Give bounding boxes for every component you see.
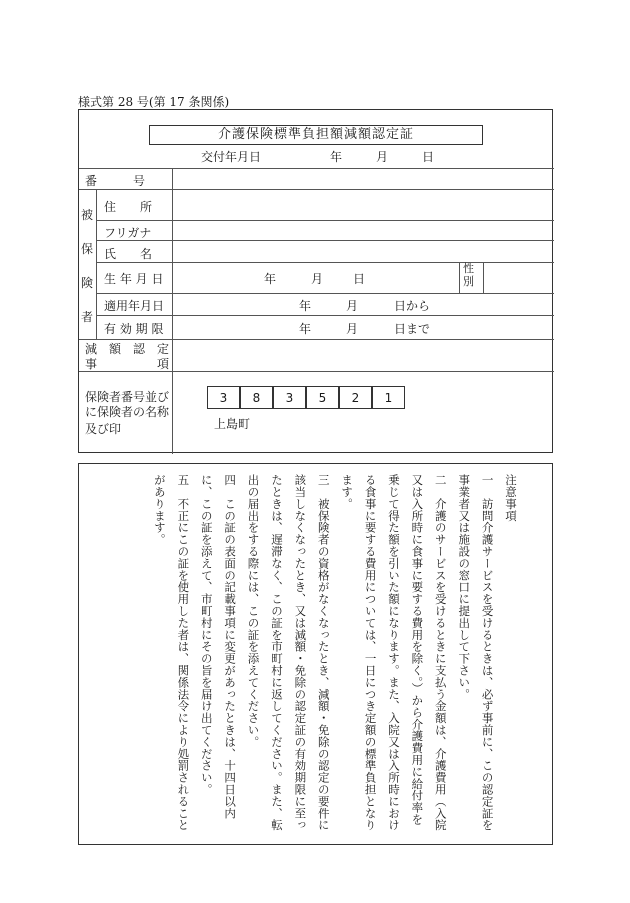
furigana-label: フリガナ <box>104 226 152 240</box>
insurer-label-line1: 保険者番号並びに保険者の名称 <box>85 390 170 419</box>
start-month-label: 月 <box>346 299 359 313</box>
reduction-label-line1: 減 額 認 定 <box>85 342 170 356</box>
issue-month-label: 月 <box>376 150 389 164</box>
note-item: 一 訪問介護サービスを受けるときは、必ず事前に、この認定証を事業者又は施設の窓口に提出して下さい。 <box>457 474 495 831</box>
start-from-label: 日から <box>394 299 431 313</box>
insured-label-3: 険 <box>81 276 94 290</box>
insurer-number-digit: 8 <box>240 386 273 409</box>
insurer-label-line2: 及び印 <box>85 422 122 436</box>
address-label: 住 所 <box>104 200 153 214</box>
note-item: 五 不正にこの証を使用した者は、関係法令により処罰されることがあります。 <box>152 474 191 831</box>
expiry-year-label: 年 <box>299 322 312 336</box>
insurer-number-digit: 2 <box>339 386 372 409</box>
reduction-label-line2: 事 項 <box>85 357 170 371</box>
insured-label-1: 被 <box>81 208 94 222</box>
start-year-label: 年 <box>299 299 312 313</box>
insurer-number-digit: 3 <box>207 386 240 409</box>
expiry-until-label: 日まで <box>394 322 431 336</box>
insurer-number-digit: 1 <box>372 386 405 409</box>
note-item: 三 被保険者の資格がなくなったとき、減額・免除の認定の要件に該当しなくなったとき、又は減額・免除の認定証の有効期限に至ったときは、遅滞なく、この証を市町村に返してください。また、転出の届出をする際には、この証を添えてください。 <box>246 474 331 831</box>
birthdate-label: 生 年 月 日 <box>104 272 164 286</box>
issue-date-label: 交付年月日 <box>201 150 262 164</box>
insurer-number-digit: 3 <box>273 386 306 409</box>
issue-day-label: 日 <box>422 150 435 164</box>
insurer-name: 上島町 <box>214 417 251 431</box>
insured-label-2: 保 <box>81 242 94 256</box>
birth-year-label: 年 <box>264 272 277 286</box>
birth-day-label: 日 <box>353 272 366 286</box>
birth-month-label: 月 <box>311 272 324 286</box>
notes-text <box>102 474 522 834</box>
insured-label-4: 者 <box>81 310 94 324</box>
expiry-month-label: 月 <box>346 322 359 336</box>
name-label: 氏 名 <box>104 247 153 261</box>
note-item: 二 介護のサービスを受けるときに支払う金額は、介護費用（入院又は入所時に食事に要する費用を除く。）から介護費用に給付率を乗じて得た額を引いた額になります。また、入院又は入所時における食事に要する費用については、一日につき定額の標準負担となります。 <box>340 474 448 831</box>
issue-year-label: 年 <box>330 150 343 164</box>
insurer-number-digit: 5 <box>306 386 339 409</box>
certificate-title: 介護保険標準負担額減額認定証 <box>149 125 483 145</box>
number-label: 番 号 <box>85 174 146 188</box>
expiry-label: 有 効 期 限 <box>104 322 164 336</box>
gender-label: 性別 <box>463 262 474 288</box>
notes-heading: 注意事項 <box>504 474 518 522</box>
form-number: 様式第 28 号(第 17 条関係) <box>78 95 230 109</box>
note-item: 四 この証の表面の記載事項に変更があったときは、十四日以内に、この証を添えて、市町村にその旨を届け出てください。 <box>199 474 238 820</box>
start-date-label: 適用年月日 <box>104 299 165 313</box>
